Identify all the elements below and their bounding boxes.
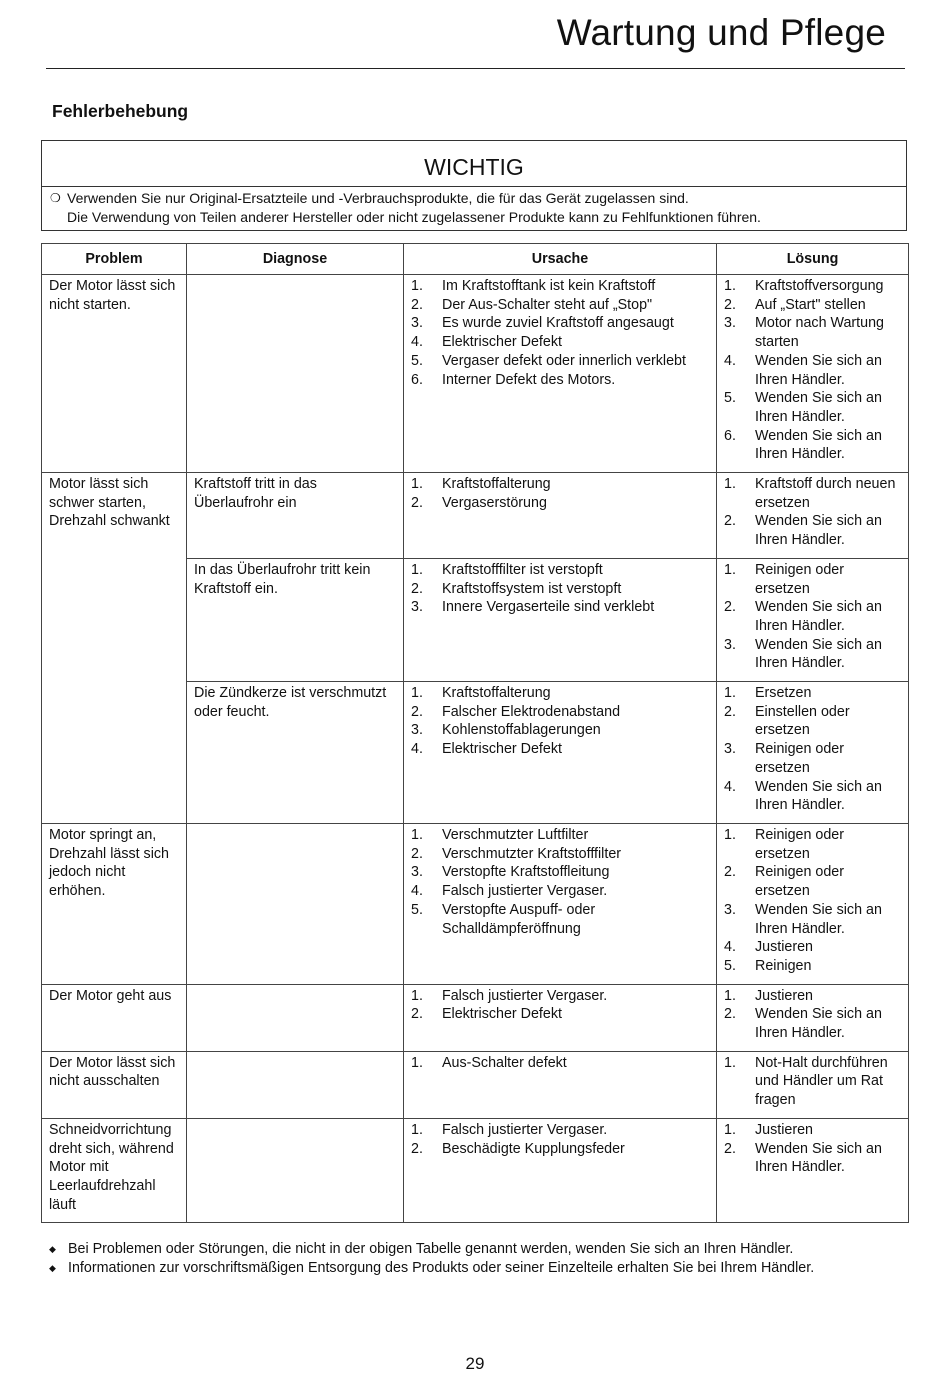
cause-cell bbox=[404, 473, 717, 559]
solution-cell bbox=[717, 275, 909, 473]
list-item-text: Aus-Schalter defekt bbox=[442, 1054, 567, 1071]
solution-list bbox=[724, 1054, 902, 1110]
diagnosis-cell bbox=[187, 984, 404, 1051]
list-item-text: Kraftstoff durch neuen ersetzen bbox=[755, 476, 896, 511]
header-solution: Lösung bbox=[717, 244, 909, 275]
list-item-text: Reinigen bbox=[755, 957, 812, 974]
list-item-number: 2. bbox=[724, 296, 736, 313]
diagnosis-cell: In das Überlaufrohr tritt kein Kraftstoff ein. bbox=[187, 558, 404, 681]
list-item-text: Kraftstofffilter ist verstopft bbox=[442, 561, 603, 578]
problem-cell: Schneidvorrichtung dreht sich, während Motor mit Leerlaufdrehzahl läuft bbox=[42, 1118, 187, 1223]
solution-list bbox=[724, 277, 902, 464]
page-title: Wartung und Pflege bbox=[556, 12, 886, 53]
list-item-number: 2. bbox=[724, 599, 736, 616]
list-item-number: 2. bbox=[411, 845, 423, 862]
list-item-number: 4. bbox=[411, 741, 423, 758]
list-item-text: Beschädigte Kupplungsfeder bbox=[442, 1140, 625, 1157]
section-heading: Fehlerbehebung bbox=[52, 101, 189, 121]
diamond-bullet-icon: ◆ bbox=[49, 1244, 56, 1254]
list-item-number: 5. bbox=[411, 901, 423, 918]
table-row bbox=[42, 1118, 909, 1223]
list-item-number: 2. bbox=[724, 513, 736, 530]
list-item-number: 3. bbox=[411, 864, 423, 881]
list-item-text: Wenden Sie sich an Ihren Händler. bbox=[755, 513, 882, 549]
cause-list bbox=[411, 684, 710, 759]
list-item-text: Justieren bbox=[755, 987, 814, 1004]
list-item bbox=[411, 1054, 710, 1073]
list-item-text: Ersetzen bbox=[755, 685, 812, 702]
problem-cell: Der Motor lässt sich nicht starten. bbox=[42, 275, 187, 473]
list-item-text: Elektrischer Defekt bbox=[442, 334, 562, 351]
list-item-number: 1. bbox=[724, 476, 736, 493]
list-item bbox=[411, 826, 710, 845]
list-item bbox=[724, 512, 902, 549]
list-item bbox=[411, 882, 710, 901]
list-item-number: 1. bbox=[724, 826, 736, 843]
list-item-number: 1. bbox=[411, 561, 423, 578]
cause-list bbox=[411, 1121, 710, 1158]
list-item-text: Wenden Sie sich an Ihren Händler. bbox=[755, 390, 882, 425]
diamond-bullet-icon: ◆ bbox=[49, 1263, 56, 1273]
problem-cell: Der Motor lässt sich nicht ausschalten bbox=[42, 1051, 187, 1118]
solution-cell bbox=[717, 473, 909, 559]
list-item-text: Wenden Sie sich an Ihren Händler. bbox=[755, 636, 882, 672]
cause-list bbox=[411, 1054, 710, 1073]
list-item bbox=[724, 938, 902, 957]
list-item bbox=[411, 845, 710, 864]
list-item bbox=[724, 1121, 902, 1140]
list-item-text: Wenden Sie sich an Ihren Händler. bbox=[755, 778, 882, 814]
list-item bbox=[724, 598, 902, 635]
solution-cell bbox=[717, 984, 909, 1051]
list-item-text: Justieren bbox=[755, 1121, 814, 1138]
footnote-text: Bei Problemen oder Störungen, die nicht in der obigen Tabelle genannt werden, wenden Sie sich an Ihren Händler. bbox=[68, 1241, 794, 1257]
table-row bbox=[42, 275, 909, 473]
notice-line-1: Verwenden Sie nur Original-Ersatzteile und -Verbrauchsprodukte, die für das Gerät zugelassen sind. bbox=[67, 190, 689, 206]
solution-list bbox=[724, 987, 902, 1043]
list-item bbox=[411, 1005, 710, 1024]
page-number: 29 bbox=[465, 1354, 485, 1373]
list-item-number: 4. bbox=[724, 778, 736, 795]
notice-line-2: Die Verwendung von Teilen anderer Hersteller oder nicht zugelassener Produkte kann zu Fehlfunktionen führen. bbox=[67, 209, 761, 225]
list-item-text: Not-Halt durchführen und Händler um Rat fragen bbox=[755, 1054, 888, 1109]
list-item-text: Verschmutzter Kraftstofffilter bbox=[442, 845, 622, 862]
list-item-number: 1. bbox=[411, 826, 423, 843]
list-item-number: 6. bbox=[411, 371, 423, 388]
list-item bbox=[411, 296, 710, 315]
list-item bbox=[411, 561, 710, 580]
problem-cell: Motor springt an, Drehzahl lässt sich jedoch nicht erhöhen. bbox=[42, 823, 187, 984]
list-item bbox=[411, 371, 710, 390]
list-item bbox=[724, 703, 902, 740]
list-item-text: Verstopfte Kraftstoffleitung bbox=[442, 864, 610, 881]
list-item-text: Vergaser defekt oder innerlich verklebt bbox=[442, 352, 686, 369]
list-item-number: 1. bbox=[411, 1121, 423, 1138]
list-item bbox=[724, 427, 902, 464]
list-item-number: 5. bbox=[411, 352, 423, 369]
problem-cell: Der Motor geht aus bbox=[42, 984, 187, 1051]
list-item bbox=[411, 901, 710, 938]
list-item bbox=[411, 314, 710, 333]
list-item bbox=[411, 475, 710, 494]
list-item-number: 1. bbox=[724, 987, 736, 1004]
list-item-text: Wenden Sie sich an Ihren Händler. bbox=[755, 599, 882, 634]
cause-list bbox=[411, 277, 710, 389]
list-item bbox=[411, 580, 710, 599]
list-item bbox=[724, 826, 902, 863]
table-header-row bbox=[42, 244, 909, 275]
list-item-number: 4. bbox=[724, 352, 736, 369]
list-item bbox=[724, 636, 902, 673]
list-item-text: Kraftstoffalterung bbox=[442, 476, 551, 493]
list-item-number: 2. bbox=[411, 580, 423, 597]
list-item bbox=[411, 1121, 710, 1140]
list-item-text: Falsch justierter Vergaser. bbox=[442, 883, 608, 900]
list-item bbox=[724, 957, 902, 976]
list-item-text: Interner Defekt des Motors. bbox=[442, 371, 616, 388]
list-item-text: Wenden Sie sich an Ihren Händler. bbox=[755, 352, 882, 388]
list-item-text: Wenden Sie sich an Ihren Händler. bbox=[755, 1006, 882, 1042]
list-item-text: Kraftstoffsystem ist verstopft bbox=[442, 580, 622, 597]
list-item-text: Auf „Start" stellen bbox=[755, 296, 866, 313]
cause-cell bbox=[404, 682, 717, 824]
list-item-text: Reinigen oder ersetzen bbox=[755, 826, 845, 862]
cause-list bbox=[411, 561, 710, 617]
list-item-number: 1. bbox=[724, 1121, 736, 1138]
table-row bbox=[42, 473, 909, 559]
list-item-text: Verschmutzter Luftfilter bbox=[442, 826, 589, 843]
list-item bbox=[411, 987, 710, 1006]
header-cause: Ursache bbox=[404, 244, 717, 275]
diagnosis-cell: Kraftstoff tritt in das Überlaufrohr ein bbox=[187, 473, 404, 559]
list-item-number: 2. bbox=[724, 1140, 736, 1157]
cause-cell bbox=[404, 823, 717, 984]
solution-list bbox=[724, 826, 902, 976]
problem-cell: Motor lässt sich schwer starten, Drehzahl schwankt bbox=[42, 473, 187, 824]
list-item bbox=[411, 277, 710, 296]
list-item-number: 1. bbox=[411, 987, 423, 1004]
list-item-number: 2. bbox=[411, 1006, 423, 1023]
list-item-number: 5. bbox=[724, 957, 736, 974]
footnote-item bbox=[46, 1259, 814, 1278]
list-item-number: 4. bbox=[724, 939, 736, 956]
list-item bbox=[724, 475, 902, 512]
list-item-text: Motor nach Wartung starten bbox=[755, 315, 884, 351]
list-item-number: 1. bbox=[724, 278, 736, 294]
list-item-number: 1. bbox=[724, 685, 736, 702]
list-item-number: 4. bbox=[411, 883, 423, 900]
solution-cell bbox=[717, 823, 909, 984]
solution-cell bbox=[717, 558, 909, 681]
list-item bbox=[724, 1005, 902, 1042]
list-item-text: Verstopfte Auspuff- oder Schalldämpferöffnung bbox=[442, 901, 596, 937]
diagnosis-cell bbox=[187, 1051, 404, 1118]
important-notice-box bbox=[41, 140, 907, 231]
list-item-text: Reinigen oder ersetzen bbox=[755, 741, 845, 776]
list-item-number: 1. bbox=[724, 561, 736, 578]
list-item-number: 2. bbox=[411, 703, 423, 720]
solution-cell bbox=[717, 1051, 909, 1118]
table-row bbox=[42, 1051, 909, 1118]
list-item-text: Wenden Sie sich an Ihren Händler. bbox=[755, 901, 882, 937]
list-item-number: 1. bbox=[411, 476, 423, 493]
title-divider bbox=[46, 68, 905, 69]
list-item bbox=[724, 296, 902, 315]
list-item-number: 3. bbox=[724, 741, 736, 758]
notice-body bbox=[42, 187, 906, 227]
list-item bbox=[411, 684, 710, 703]
list-item bbox=[724, 987, 902, 1006]
list-item-text: Es wurde zuviel Kraftstoff angesaugt bbox=[442, 315, 674, 332]
list-item-number: 2. bbox=[411, 296, 423, 313]
diagnosis-cell bbox=[187, 275, 404, 473]
list-item-number: 3. bbox=[724, 636, 736, 653]
footnotes bbox=[46, 1240, 814, 1278]
list-item bbox=[724, 389, 902, 426]
list-item bbox=[724, 1054, 902, 1110]
list-item-text: Vergaserstörung bbox=[442, 494, 547, 511]
list-item bbox=[724, 740, 902, 777]
list-item-text: Justieren bbox=[755, 939, 814, 956]
troubleshooting-table bbox=[41, 243, 909, 1223]
notice-title: WICHTIG bbox=[42, 141, 906, 187]
solution-list bbox=[724, 475, 902, 550]
list-item-number: 1. bbox=[411, 1054, 423, 1071]
list-item-number: 3. bbox=[411, 722, 423, 739]
list-item-number: 3. bbox=[724, 315, 736, 332]
cause-cell bbox=[404, 984, 717, 1051]
list-item bbox=[724, 863, 902, 900]
list-item-number: 1. bbox=[411, 278, 423, 294]
list-item bbox=[724, 314, 902, 351]
list-item bbox=[724, 561, 902, 598]
list-item-number: 1. bbox=[724, 1054, 736, 1071]
list-item bbox=[724, 277, 902, 296]
list-item bbox=[724, 1140, 902, 1177]
list-item-text: Elektrischer Defekt bbox=[442, 741, 562, 758]
list-item-number: 2. bbox=[724, 1006, 736, 1023]
table-body bbox=[42, 275, 909, 1223]
list-item bbox=[724, 352, 902, 389]
solution-list bbox=[724, 561, 902, 673]
cause-list bbox=[411, 475, 710, 512]
cause-cell bbox=[404, 1118, 717, 1223]
list-item-text: Kraftstoffalterung bbox=[442, 685, 551, 702]
table-row bbox=[42, 823, 909, 984]
cause-cell bbox=[404, 275, 717, 473]
list-item-text: Wenden Sie sich an Ihren Händler. bbox=[755, 427, 882, 463]
list-item-text: Falsch justierter Vergaser. bbox=[442, 987, 608, 1004]
list-item-number: 5. bbox=[724, 390, 736, 407]
list-item bbox=[411, 721, 710, 740]
list-item-number: 3. bbox=[411, 315, 423, 332]
list-item-text: Der Aus-Schalter steht auf „Stop" bbox=[442, 296, 653, 313]
footnote-text: Informationen zur vorschriftsmäßigen Entsorgung des Produkts oder seiner Einzelteile erhalten Sie bei Ihrem Händler. bbox=[68, 1260, 815, 1276]
list-item bbox=[411, 863, 710, 882]
diagnosis-cell: Die Zündkerze ist verschmutzt oder feucht. bbox=[187, 682, 404, 824]
list-item bbox=[411, 703, 710, 722]
footnote-item bbox=[46, 1240, 814, 1259]
list-item bbox=[724, 684, 902, 703]
list-item-number: 4. bbox=[411, 334, 423, 351]
list-item-text: Reinigen oder ersetzen bbox=[755, 561, 845, 597]
list-item-text: Innere Vergaserteile sind verklebt bbox=[442, 599, 655, 616]
solution-cell bbox=[717, 1118, 909, 1223]
list-item bbox=[724, 778, 902, 815]
list-item-text: Falscher Elektrodenabstand bbox=[442, 703, 621, 720]
list-item-number: 3. bbox=[724, 901, 736, 918]
diagnosis-cell bbox=[187, 1118, 404, 1223]
list-item bbox=[411, 352, 710, 371]
header-diagnosis: Diagnose bbox=[187, 244, 404, 275]
list-item bbox=[411, 1140, 710, 1159]
solution-cell bbox=[717, 682, 909, 824]
list-item-number: 2. bbox=[411, 494, 423, 511]
list-item-number: 2. bbox=[724, 703, 736, 720]
list-item bbox=[724, 901, 902, 938]
solution-list bbox=[724, 684, 902, 815]
hollow-circle-bullet-icon: ❍ bbox=[50, 191, 61, 205]
cause-list bbox=[411, 826, 710, 938]
solution-list bbox=[724, 1121, 902, 1177]
cause-list bbox=[411, 987, 710, 1024]
list-item-number: 3. bbox=[411, 599, 423, 616]
header-problem: Problem bbox=[42, 244, 187, 275]
list-item-number: 6. bbox=[724, 427, 736, 444]
list-item-number: 1. bbox=[411, 685, 423, 702]
table-row bbox=[42, 984, 909, 1051]
list-item-text: Im Kraftstofftank ist kein Kraftstoff bbox=[442, 278, 656, 294]
diagnosis-cell bbox=[187, 823, 404, 984]
list-item-text: Reinigen oder ersetzen bbox=[755, 864, 845, 900]
list-item bbox=[411, 740, 710, 759]
cause-cell bbox=[404, 558, 717, 681]
list-item bbox=[411, 333, 710, 352]
list-item-text: Kohlenstoffablagerungen bbox=[442, 722, 601, 739]
list-item-text: Wenden Sie sich an Ihren Händler. bbox=[755, 1140, 882, 1176]
cause-cell bbox=[404, 1051, 717, 1118]
list-item-number: 2. bbox=[411, 1140, 423, 1157]
list-item bbox=[411, 494, 710, 513]
list-item-text: Elektrischer Defekt bbox=[442, 1006, 562, 1023]
list-item-text: Kraftstoffversorgung bbox=[755, 278, 884, 294]
list-item-text: Falsch justierter Vergaser. bbox=[442, 1121, 608, 1138]
list-item-text: Einstellen oder ersetzen bbox=[755, 703, 850, 739]
list-item bbox=[411, 598, 710, 617]
list-item-number: 2. bbox=[724, 864, 736, 881]
